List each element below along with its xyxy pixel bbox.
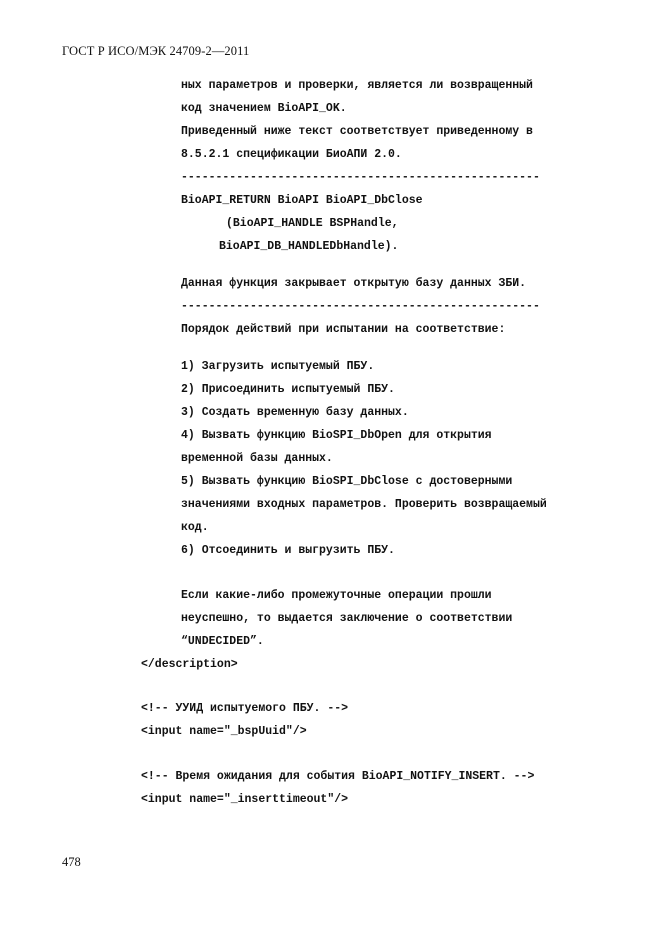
- function-description: Данная функция закрывает открытую базу данных ЗБИ.: [181, 277, 527, 290]
- xml-comment-bsp-uuid: <!-- УУИД испытуемого ПБУ. -->: [141, 702, 349, 715]
- conclusion-line-2: неуспешно, то выдается заключение о соответствии: [181, 612, 513, 625]
- step-1: 1) Загрузить испытуемый ПБУ.: [181, 360, 375, 373]
- input-bsp-uuid: <input name="_bspUuid"/>: [141, 725, 307, 738]
- function-signature-line: BioAPI_RETURN BioAPI BioAPI_DbClose: [181, 194, 423, 207]
- step-5-continued-1: значениями входных параметров. Проверить возвращаемый: [181, 498, 547, 511]
- step-2: 2) Присоединить испытуемый ПБУ.: [181, 383, 395, 396]
- text-line-4: 8.5.2.1 спецификации БиоАПИ 2.0.: [181, 148, 402, 161]
- input-insert-timeout: <input name="_inserttimeout"/>: [141, 793, 349, 806]
- step-4: 4) Вызвать функцию BioSPI_DbOpen для открытия: [181, 429, 492, 442]
- procedure-heading: Порядок действий при испытании на соответствие:: [181, 323, 506, 336]
- dashed-separator-2: ----------------------------------------------------: [181, 300, 540, 313]
- step-6: 6) Отсоединить и выгрузить ПБУ.: [181, 544, 395, 557]
- dashed-separator-1: ----------------------------------------------------: [181, 171, 540, 184]
- step-5: 5) Вызвать функцию BioSPI_DbClose с достоверными: [181, 475, 513, 488]
- step-3: 3) Создать временную базу данных.: [181, 406, 409, 419]
- step-5-continued-2: код.: [181, 521, 209, 534]
- page-number: 478: [62, 855, 81, 869]
- function-param-2: BioAPI_DB_HANDLEDbHandle).: [219, 240, 399, 253]
- conclusion-line-1: Если какие-либо промежуточные операции прошли: [181, 589, 492, 602]
- xml-comment-insert-timeout: <!-- Время ожидания для события BioAPI_NOTIFY_INSERT. -->: [141, 770, 535, 783]
- text-line-1: ных параметров и проверки, является ли возвращенный: [181, 79, 533, 92]
- description-close-tag: </description>: [141, 658, 238, 671]
- conclusion-line-3: “UNDECIDED”.: [181, 635, 264, 648]
- step-4-continued: временной базы данных.: [181, 452, 333, 465]
- text-line-3: Приведенный ниже текст соответствует приведенному в: [181, 125, 533, 138]
- standard-title-header: ГОСТ Р ИСО/МЭК 24709-2—2011: [62, 44, 250, 58]
- function-param-1: (BioAPI_HANDLE BSPHandle,: [226, 217, 399, 230]
- text-line-2: код значением BioAPI_OK.: [181, 102, 347, 115]
